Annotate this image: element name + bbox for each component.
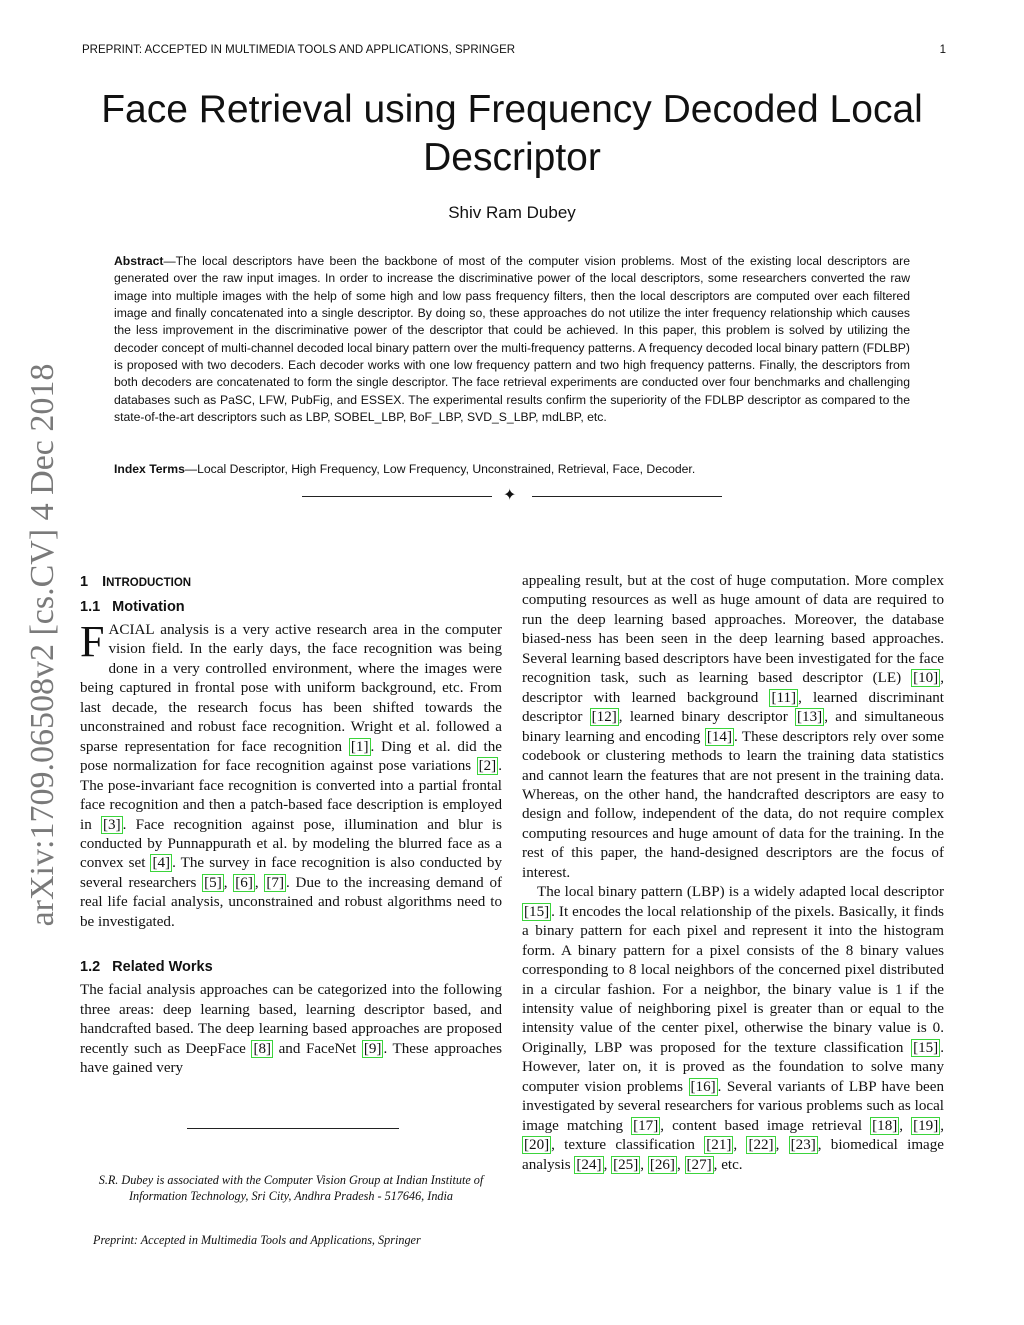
left-column <box>80 572 502 1079</box>
paragraph-learning-descriptors: appealing result, but at the cost of huge computation. More complex computing resources as well as huge amount of data are required to run the deep learning based approaches. Moreover, the database biased-ness has been seen in the deep learning based approaches. Several learning based descriptors have been investigated for the face recognition task, such as learning based descriptor (LE) [10] , descriptor with learned background [11] , learned discriminant descriptor [12] , learned binary descriptor [13] , and simultaneous binary learning and encoding [14] . These descriptors rely over some codebook or clustering methods to learn the training data statistics and cannot learn the features that are not present in the training data. Whereas, on the other hand, the handcrafted descriptors are easy to design and follow, independent of the data, do not require complex computing resources and huge amount of data for the training. In the rest of this paper, the hand-designed descriptors are the focus of interest. <box>522 573 945 881</box>
citation-link[interactable]: [11] <box>771 689 797 706</box>
subsection-heading-related-works: 1.2 Related Works <box>80 959 213 976</box>
citation-link[interactable]: [21] <box>706 1137 732 1154</box>
index-terms <box>114 462 910 476</box>
citation-link[interactable]: [26] <box>649 1156 675 1173</box>
citation-link[interactable]: [20] <box>524 1137 550 1154</box>
running-header <box>82 44 946 62</box>
divider-diamond-icon: ✦ <box>503 485 517 504</box>
paper-title: Face Retrieval using Frequency Decoded Local Descriptor <box>101 88 923 179</box>
citation-link[interactable]: [18] <box>872 1117 898 1134</box>
divider-right <box>532 496 722 497</box>
abstract-label: Abstract <box>114 254 164 268</box>
citation-link[interactable]: [22] <box>748 1137 774 1154</box>
citation-link[interactable]: [1] <box>350 738 369 755</box>
citation-link[interactable]: [2] <box>478 758 497 775</box>
citation-link[interactable]: [24] <box>576 1156 602 1173</box>
subsection-heading-motivation: 1.1 Motivation <box>80 599 185 615</box>
paragraph-motivation: FACIAL analysis is a very active research area in the computer vision field. In the early days, the face recognition was being done in a very controlled environment, where the images were being captured in frontal pose with uniform background, etc. From last decade, the research focus has been shifted towards the unconstrained and robust face recognition. Wright et al. followed a sparse representation for face recognition [1] . Ding et al. did the pose normalization for face recognition against pose variations [2] . The pose-invariant face recognition is converted into a partial frontal face recognition and then a patch-based face description is employed in [3] . Face recognition against pose, illumination and blur is conducted by Punnappurath et al. by modeling the blurred face as a convex set [4] . The survey in face recognition is also conducted by several researchers [5] , [6] , [7] . Due to the increasing demand of real life facial analysis, unconstrained and robust algorithms need to be investigated. <box>80 617 503 930</box>
citation-link[interactable]: [5] <box>204 874 222 891</box>
index-terms-text: —Local Descriptor, High Frequency, Low Frequency, Unconstrained, Retrieval, Face, Decoder. <box>184 462 696 476</box>
citation-link[interactable]: [6] <box>235 874 253 891</box>
citation-link[interactable]: [19] <box>913 1117 939 1134</box>
citation-link[interactable]: [8] <box>253 1040 272 1057</box>
abstract-text: —The local descriptors have been the backbone of most of the computer vision problems. Most of the existing local descriptors are generated over the raw input images. In order to increase the discriminative power of the local descriptors, some researchers converted the raw image into multiple images with the help of some high and low pass frequency filters, then the local descriptors are computed over each filtered image and finally concatenated into a single descriptor. By doing so, these approaches do not utilize the inter frequency relationship which causes the less improvement in the discriminative power of the descriptor that could be achieved. In this paper, this problem is solved by utilizing the decoder concept of multi-channel decoded local binary pattern over the multi-frequency patterns. A frequency decoded local binary pattern (FDLBP) is proposed with two decoders. Each decoder works with one low frequency pattern and two high frequency patterns. Finally, the descriptors from both decoders are concatenated to form the single descriptor. The face retrieval experiments are conducted over four benchmarks and challenging databases such as PaSC, LFW, PubFig, and ESSEX. The experimental results confirm the superiority of the FDLBP descriptor as compared to the state-of-the-art descriptors such as LBP, SOBEL_LBP, BoF_LBP, SVD_S_LBP, mdLBP, etc. <box>114 254 910 425</box>
preprint-note: Preprint: Accepted in Multimedia Tools and Applications, Springer <box>93 1233 421 1247</box>
citation-link[interactable]: [15] <box>524 903 550 920</box>
citation-link[interactable]: [13] <box>797 709 823 726</box>
citation-link[interactable]: [10] <box>913 670 939 687</box>
citation-link[interactable]: [9] <box>363 1040 382 1057</box>
citation-link[interactable]: [15] <box>913 1039 939 1056</box>
citation-link[interactable]: [27] <box>686 1156 712 1173</box>
author-name: Shiv Ram Dubey <box>448 203 576 222</box>
arxiv-stamp: arXiv:1709.06508v2 [cs.CV] 4 Dec 2018 <box>24 363 61 927</box>
footnote-affiliation: S.R. Dubey is associated with the Computer Vision Group at Indian Institute of Information Technology, Sri City, Andhra Pradesh - 517646, India <box>98 1173 484 1203</box>
index-terms-label: Index Terms <box>114 462 185 476</box>
citation-link[interactable]: [7] <box>266 874 285 891</box>
citation-link[interactable]: [3] <box>103 816 121 833</box>
divider-left <box>302 496 492 497</box>
paragraph-lbp: The local binary pattern (LBP) is a widely adapted local descriptor [15] . It encodes the local relationship of the pixels. Basically, it finds a binary pattern for each pixel and represent it into the histogram form. A binary pattern for a pixel consists of the 8 binary values corresponding to 8 local neighbors of the concerned pixel distributed in a circular fashion. For a neighbor, the binary value is 1 if the intensity value of neighboring pixel is greater than or equal to the intensity value of the center pixel, otherwise the binary value is 0. Originally, LBP was proposed for the texture classification [15] . However, later on, it is proved as the foundation to solve many computer vision problems [16] . Several variants of LBP have been investigated by several researchers for various problems such as local image matching [17] , content based image retrieval [18] , [19] , [20] , texture classification [21] , [22] , [23] , biomedical image analysis [24] , [25] , [26] , [27] , etc. <box>522 884 945 1173</box>
dropcap: F <box>80 617 105 666</box>
citation-link[interactable]: [14] <box>706 728 732 745</box>
paragraph-related-works: The facial analysis approaches can be categorized into the following three areas: deep learning based, learning descriptor based, and handcrafted based. The deep learning based approaches are proposed recently such as DeepFace [8] and FaceNet [9] . These approaches have gained very <box>80 982 502 1077</box>
citation-link[interactable]: [25] <box>613 1156 639 1173</box>
citation-link[interactable]: [4] <box>152 855 171 872</box>
footnote-rule <box>187 1128 399 1129</box>
citation-link[interactable]: [12] <box>591 709 617 726</box>
section-heading-introduction: 1 INTRODUCTION <box>80 574 192 590</box>
page-number: 1 <box>939 44 946 56</box>
citation-link[interactable]: [16] <box>690 1078 716 1095</box>
citation-link[interactable]: [17] <box>633 1117 659 1134</box>
running-title: PREPRINT: ACCEPTED IN MULTIMEDIA TOOLS AND APPLICATIONS, SPRINGER <box>82 44 516 56</box>
citation-link[interactable]: [23] <box>790 1137 816 1154</box>
abstract <box>114 253 910 426</box>
right-column <box>522 572 944 1175</box>
